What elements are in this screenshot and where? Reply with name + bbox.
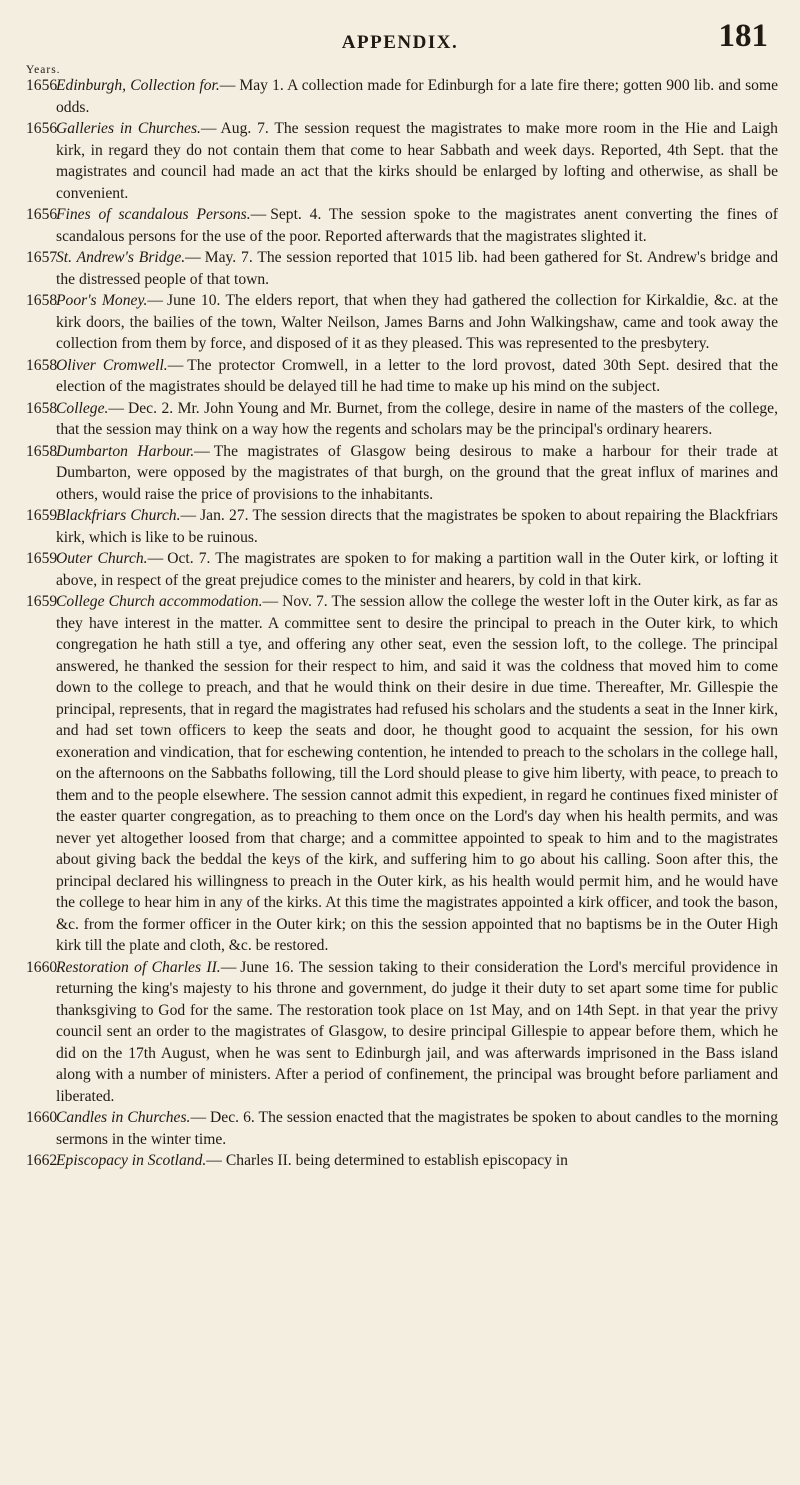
entry: [26, 441, 778, 506]
entry: [26, 118, 778, 204]
entry-text: The protector Cromwell, in a letter to the lord provost, dated 30th Sept. desired that the election of the magistrates should be delayed till he had time to make up his mind on the subject.: [56, 356, 778, 395]
entry-year: 1656: [26, 77, 58, 94]
entry-text: May. 7. The session reported that 1015 lib. had been gathered for St. Andrew's bridge and the distressed people of that town.: [56, 249, 778, 288]
entry-dash: —: [180, 507, 197, 524]
entry-dash: —: [262, 593, 279, 610]
entry: [26, 290, 778, 355]
entry-title: Outer Church.: [56, 550, 148, 567]
entry-title: Episcopacy in Scotland.: [56, 1152, 207, 1169]
entry-year: 1658: [26, 399, 58, 417]
entry-dash: —: [185, 249, 201, 266]
entry-dash: —: [220, 958, 237, 976]
entry: [26, 355, 778, 398]
entry-dash: —: [147, 292, 163, 309]
entry-title: Restoration of Charles II.: [56, 958, 221, 976]
entry-text: Aug. 7. The session request the magistrates to make more room in the Hie and Laigh kirk, in regard they do not contain them that come to hear Sabbath and week days. Reported, 4th Sept. that the magistrates and council had made an act that the kirks should be enlarged by lofting and otherwise, as shall be convenient.: [56, 120, 778, 202]
entry: [26, 548, 778, 591]
entry-dash: —: [206, 1152, 222, 1169]
entry: [26, 1150, 778, 1172]
entry-year: 1658: [26, 442, 58, 460]
entry-year: 1660: [26, 1109, 58, 1126]
entry-text: Dec. 2. Mr. John Young and Mr. Burnet, from the college, desire in name of the masters of the college, that the session may think on a way how the regents and scholars may be the principal's ordinary hearers.: [56, 399, 778, 438]
entry-title: Fines of scandalous Persons.: [56, 206, 251, 223]
entry: [26, 1107, 778, 1150]
entry-title: Edinburgh, Collection for.: [56, 77, 220, 94]
entry-text: Dec. 6. The session enacted that the magistrates be spoken to about candles to the morning sermons in the winter time.: [56, 1109, 778, 1148]
entry-title: College Church accommodation.: [56, 593, 263, 610]
entry-year: 1658: [26, 292, 58, 309]
entry-text: Oct. 7. The magistrates are spoken to for making a partition wall in the Outer kirk, or lofting it above, in respect of the great prejudice comes to the minister and hearers, by cold in that kirk.: [56, 550, 778, 589]
entry: [26, 505, 778, 548]
entry-title: College.: [56, 399, 109, 417]
entry-dash: —: [108, 399, 124, 417]
entry-title: St. Andrew's Bridge.: [56, 249, 186, 266]
entry-text: Charles II. being determined to establish episcopacy in: [225, 1152, 568, 1169]
entry-text: The magistrates of Glasgow being desirous to make a harbour for their trade at Dumbarton, were opposed by the magistrates of that burgh, on the ground that the great influx of marines and others, would raise the price of provisions to the inhabitants.: [56, 442, 779, 503]
entry-dash: —: [250, 206, 267, 223]
entry: [26, 75, 778, 118]
entry: [26, 957, 778, 1108]
entry: [26, 591, 778, 957]
entry: [26, 204, 778, 247]
entries-list: [26, 75, 778, 1172]
entry-year: 1656: [26, 206, 58, 223]
entry-text: June 10. The elders report, that when they had gathered the collection for Kirkaldie, &c. at the kirk doors, the bailies of the town, Walter Neilson, James Barns and John Walkingshaw, came and took away the collection from them by force, and disposed of it as they pleased. This was represented to the presbytery.: [56, 292, 778, 352]
entry: [26, 247, 778, 290]
entry-year: 1658: [26, 356, 58, 374]
years-column-label: Years.: [26, 64, 61, 76]
running-header: [0, 6, 800, 54]
entry: [26, 398, 778, 441]
entry-text: June 16. The session taking to their consideration the Lord's merciful providence in returning the king's majesty to his throne and government, do judge it their duty to set apart some time for public thanksgiving to God for the same. The restoration took place on 1st May, and on 14th Sept. in that year the privy council sent an order to the magistrates of Glasgow, to desire principal Gillespie to appear before them, which he did on the 17th August, when he was sent to Edinburgh jail, and was afterwards imprisoned in the Bass island along with a number of ministers. After a period of confinement, the principal was brought before parliament and liberated.: [56, 958, 778, 1105]
entry-text: Sept. 4. The session spoke to the magistrates anent converting the fines of scandalous persons for the use of the poor. Reported afterwards that the magistrates slighted it.: [56, 206, 778, 245]
entry-dash: —: [167, 356, 184, 374]
entry-dash: —: [200, 120, 217, 137]
entry-title: Poor's Money.: [56, 292, 148, 309]
page-number: 181: [718, 18, 768, 54]
entry-year: 1656: [26, 120, 58, 137]
entry-title: Oliver Cromwell.: [56, 356, 168, 374]
entry-text: Nov. 7. The session allow the college the wester loft in the Outer kirk, as far as they have interest in the matter. A committee sent to desire the principal to preach in the Outer kirk, to which congregation he hath still a tye, and offering any other seat, even the session loft, to the college. The principal answered, he thanked the session for their respect to him, and said it was the coldness that moved him to come down to the college to preach, and that he would think on their desire in due time. Thereafter, Mr. Gillespie the principal, represents, that in regard the magistrates had refused his scholars and the students a seat in the Inner kirk, and had set town officers to keep the seats and door, he thought good to acquaint the session, for his own exoneration and vindication, that for eschewing contention, he intended to preach to the scholars in the college hall, on the afternoons on the Sabbaths following, till the Lord should please to give him liberty, with peace, to preach to them and to the people elsewhere. The session cannot admit this expedient, in regard he continues fixed minister of the easter quarter congregation, as to preaching to them once on the Lord's day when his health permits, and was never yet altogether loosed from that charge; and a committee appointed to speak to him and to the magistrates about giving back the beddal the keys of the kirk, and suffering him to go about his calling. Soon after this, the principal declared his willingness to preach in the Outer kirk, as his health would permit him, and he would have the college to hear him in any of the kirks. At this time the magistrates appointed a kirk officer, and took the bason, &c. from the former officer in the Outer kirk; on this the session appointed that no baptisms be in the Outer High kirk till the plate and cloth, &c. be restored.: [56, 593, 779, 954]
entry-year: 1657: [26, 249, 58, 266]
entry-year: 1659: [26, 550, 58, 567]
entry-year: 1659: [26, 507, 58, 524]
entry-title: Dumbarton Harbour.: [56, 442, 195, 460]
entry-year: 1662: [26, 1152, 58, 1169]
entry-year: 1660: [26, 958, 58, 976]
entry-dash: —: [147, 550, 164, 567]
entry-title: Galleries in Churches.: [56, 120, 201, 137]
entry-text: May 1. A collection made for Edinburgh for a late fire there; gotten 900 lib. and some odds.: [56, 77, 778, 116]
entry-text: Jan. 27. The session directs that the magistrates be spoken to about repairing the Blackfriars kirk, which is like to be ruinous.: [56, 507, 778, 546]
entry-year: 1659: [26, 593, 58, 610]
entry-title: Candles in Churches.: [56, 1109, 191, 1126]
entry-title: Blackfriars Church.: [56, 507, 181, 524]
entry-dash: —: [194, 442, 210, 460]
entry-dash: —: [190, 1109, 207, 1126]
header-title: APPENDIX.: [341, 32, 459, 53]
entry-dash: —: [219, 77, 236, 94]
